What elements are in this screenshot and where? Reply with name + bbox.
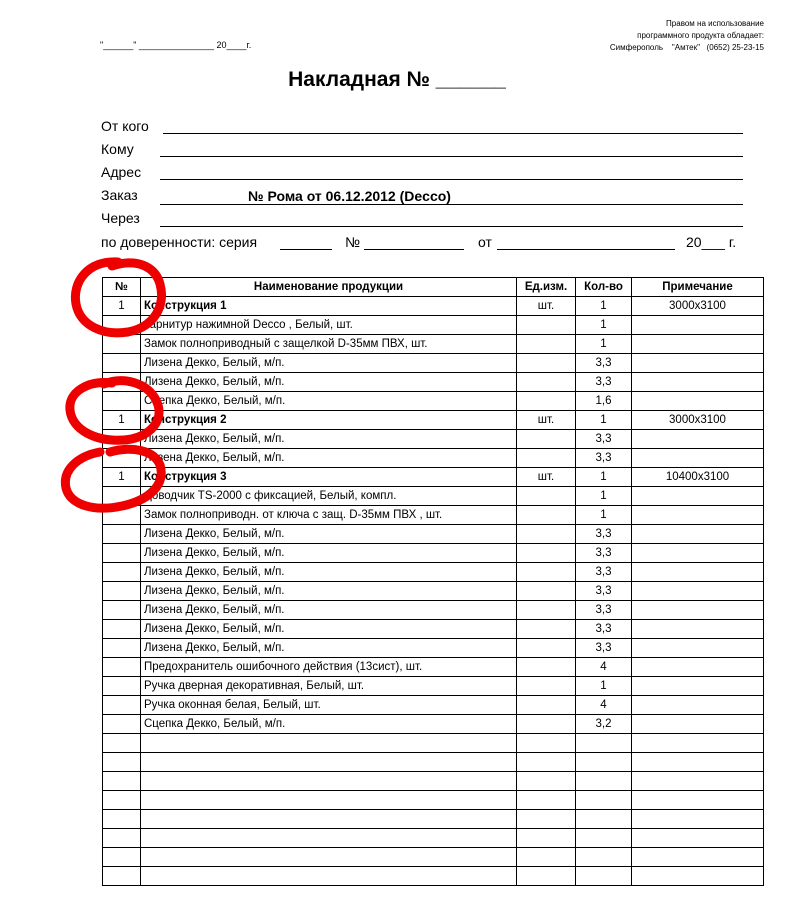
row-number-cell	[103, 544, 141, 563]
table-row	[103, 829, 764, 848]
row-number-cell: 1	[103, 411, 141, 430]
quantity-cell: 3,3	[576, 373, 632, 392]
unit-cell	[517, 829, 576, 848]
unit-cell	[517, 753, 576, 772]
note-cell	[632, 449, 764, 468]
rights-line-1: Правом на использование	[666, 19, 764, 28]
row-number-cell	[103, 620, 141, 639]
table-row	[103, 867, 764, 886]
order-value: № Рома от 06.12.2012 (Decco)	[248, 188, 451, 204]
to-line[interactable]	[160, 156, 743, 157]
product-name-cell: Сцепка Декко, Белый, м/п.	[141, 392, 517, 411]
product-name-cell	[141, 734, 517, 753]
quantity-cell: 3,3	[576, 430, 632, 449]
order-label: Заказ	[101, 187, 138, 203]
quantity-cell: 3,3	[576, 601, 632, 620]
quantity-cell	[576, 810, 632, 829]
note-cell	[632, 715, 764, 734]
row-number-cell	[103, 829, 141, 848]
quantity-cell	[576, 848, 632, 867]
row-number-cell: 1	[103, 468, 141, 487]
quantity-cell: 1,6	[576, 392, 632, 411]
unit-cell	[517, 506, 576, 525]
rights-line-2: программного продукта обладает:	[637, 31, 764, 40]
table-row	[103, 563, 764, 582]
quantity-cell: 1	[576, 487, 632, 506]
product-name-cell	[141, 791, 517, 810]
quantity-cell: 1	[576, 677, 632, 696]
product-name-cell: Конструкция 1	[141, 297, 517, 316]
quantity-cell	[576, 753, 632, 772]
quantity-cell: 3,3	[576, 639, 632, 658]
table-row	[103, 791, 764, 810]
table-row	[103, 696, 764, 715]
row-number-cell	[103, 677, 141, 696]
address-label: Адрес	[101, 164, 142, 180]
unit-cell	[517, 677, 576, 696]
unit-cell	[517, 373, 576, 392]
row-number-cell	[103, 487, 141, 506]
unit-cell	[517, 316, 576, 335]
table-row	[103, 677, 764, 696]
product-name-cell: Гарнитур нажимной Decco , Белый, шт.	[141, 316, 517, 335]
product-name-cell: Лизена Декко, Белый, м/п.	[141, 430, 517, 449]
page-title: Накладная № ______	[288, 68, 506, 91]
unit-cell	[517, 525, 576, 544]
product-name-cell	[141, 829, 517, 848]
note-cell	[632, 487, 764, 506]
poa-date-line[interactable]	[497, 249, 675, 250]
quantity-cell: 4	[576, 658, 632, 677]
product-name-cell: Предохранитель ошибочного действия (13сист), шт.	[141, 658, 517, 677]
note-cell: 3000x3100	[632, 411, 764, 430]
note-cell	[632, 544, 764, 563]
note-cell	[632, 354, 764, 373]
poa-year-label: 20___ г.	[686, 234, 737, 250]
quantity-cell: 3,3	[576, 582, 632, 601]
poa-number-line[interactable]	[364, 249, 464, 250]
note-cell	[632, 506, 764, 525]
product-name-cell: Лизена Декко, Белый, м/п.	[141, 525, 517, 544]
unit-cell	[517, 563, 576, 582]
product-name-cell: Лизена Декко, Белый, м/п.	[141, 544, 517, 563]
row-number-cell	[103, 734, 141, 753]
unit-cell: шт.	[517, 297, 576, 316]
note-cell	[632, 601, 764, 620]
row-number-cell	[103, 601, 141, 620]
row-number-cell	[103, 525, 141, 544]
rights-line-3: Симферополь "Амтек" (0652) 25-23-15	[609, 43, 764, 52]
note-cell: 3000x3100	[632, 297, 764, 316]
unit-cell	[517, 696, 576, 715]
quantity-cell: 1	[576, 316, 632, 335]
quantity-cell: 1	[576, 335, 632, 354]
table-row	[103, 601, 764, 620]
quantity-cell	[576, 734, 632, 753]
product-name-cell: Конструкция 3	[141, 468, 517, 487]
unit-cell	[517, 715, 576, 734]
product-name-cell: Лизена Декко, Белый, м/п.	[141, 373, 517, 392]
quantity-cell	[576, 829, 632, 848]
product-name-cell: Замок полноприводн. от ключа с защ. D-35мм ПВХ , шт.	[141, 506, 517, 525]
quantity-cell: 1	[576, 468, 632, 487]
quantity-cell	[576, 791, 632, 810]
unit-cell	[517, 582, 576, 601]
unit-cell	[517, 772, 576, 791]
product-name-cell	[141, 810, 517, 829]
unit-cell	[517, 791, 576, 810]
row-number-cell	[103, 810, 141, 829]
note-cell	[632, 373, 764, 392]
note-cell	[632, 392, 764, 411]
table-row	[103, 468, 764, 487]
note-cell	[632, 867, 764, 886]
row-number-cell	[103, 582, 141, 601]
row-number-cell	[103, 392, 141, 411]
note-cell	[632, 791, 764, 810]
quantity-cell: 3,3	[576, 563, 632, 582]
quantity-cell	[576, 772, 632, 791]
table-row	[103, 582, 764, 601]
header-product-name: Наименование продукции	[141, 278, 517, 297]
note-cell	[632, 753, 764, 772]
unit-cell	[517, 601, 576, 620]
table-row	[103, 449, 764, 468]
table-row	[103, 772, 764, 791]
row-number-cell	[103, 696, 141, 715]
unit-cell	[517, 544, 576, 563]
unit-cell	[517, 449, 576, 468]
quantity-cell: 3,3	[576, 544, 632, 563]
quantity-cell: 1	[576, 506, 632, 525]
table-row	[103, 354, 764, 373]
note-cell	[632, 582, 764, 601]
table-row	[103, 335, 764, 354]
quantity-cell: 4	[576, 696, 632, 715]
table-row	[103, 392, 764, 411]
items-table-body	[103, 297, 764, 886]
from-label: От кого	[101, 118, 149, 134]
unit-cell: шт.	[517, 468, 576, 487]
table-row	[103, 620, 764, 639]
note-cell	[632, 525, 764, 544]
product-name-cell: Лизена Декко, Белый, м/п.	[141, 354, 517, 373]
via-line[interactable]	[160, 226, 743, 227]
row-number-cell	[103, 373, 141, 392]
unit-cell: шт.	[517, 411, 576, 430]
row-number-cell	[103, 772, 141, 791]
product-name-cell: Сцепка Декко, Белый, м/п.	[141, 715, 517, 734]
header-note: Примечание	[632, 278, 764, 297]
note-cell	[632, 316, 764, 335]
via-label: Через	[101, 210, 140, 226]
product-name-cell: Лизена Декко, Белый, м/п.	[141, 449, 517, 468]
table-row	[103, 297, 764, 316]
unit-cell	[517, 867, 576, 886]
header-unit: Ед.изм.	[517, 278, 576, 297]
table-row	[103, 487, 764, 506]
poa-series-line[interactable]	[280, 249, 332, 250]
unit-cell	[517, 430, 576, 449]
address-line[interactable]	[160, 179, 743, 180]
table-header-row	[103, 278, 764, 297]
items-table	[102, 277, 764, 886]
product-name-cell: Лизена Декко, Белый, м/п.	[141, 639, 517, 658]
row-number-cell	[103, 449, 141, 468]
table-row	[103, 848, 764, 867]
poa-from-label: от	[478, 234, 492, 250]
product-name-cell	[141, 753, 517, 772]
note-cell: 10400x3100	[632, 468, 764, 487]
from-line[interactable]	[163, 133, 743, 134]
quantity-cell: 3,3	[576, 354, 632, 373]
unit-cell	[517, 639, 576, 658]
row-number-cell	[103, 867, 141, 886]
quantity-cell: 1	[576, 411, 632, 430]
table-row	[103, 734, 764, 753]
unit-cell	[517, 487, 576, 506]
note-cell	[632, 677, 764, 696]
note-cell	[632, 810, 764, 829]
table-row	[103, 373, 764, 392]
product-name-cell: Ручка оконная белая, Белый, шт.	[141, 696, 517, 715]
row-number-cell	[103, 506, 141, 525]
row-number-cell	[103, 639, 141, 658]
note-cell	[632, 563, 764, 582]
order-line[interactable]	[160, 204, 743, 205]
note-cell	[632, 829, 764, 848]
note-cell	[632, 639, 764, 658]
row-number-cell	[103, 335, 141, 354]
unit-cell	[517, 354, 576, 373]
poa-series-label: по доверенности: серия	[101, 234, 258, 250]
note-cell	[632, 772, 764, 791]
product-name-cell: Замок полноприводный с защелкой D-35мм ПВХ, шт.	[141, 335, 517, 354]
date-line: "______" _______________ 20____г.	[100, 40, 252, 50]
note-cell	[632, 734, 764, 753]
product-name-cell: Доводчик TS-2000 с фиксацией, Белый, компл.	[141, 487, 517, 506]
note-cell	[632, 620, 764, 639]
product-name-cell: Ручка дверная декоративная, Белый, шт.	[141, 677, 517, 696]
table-row	[103, 430, 764, 449]
product-name-cell	[141, 867, 517, 886]
product-name-cell: Лизена Декко, Белый, м/п.	[141, 582, 517, 601]
table-row	[103, 525, 764, 544]
copyright-notice	[610, 18, 764, 54]
table-row	[103, 506, 764, 525]
table-row	[103, 544, 764, 563]
note-cell	[632, 848, 764, 867]
row-number-cell	[103, 563, 141, 582]
quantity-cell: 3,3	[576, 525, 632, 544]
row-number-cell	[103, 753, 141, 772]
table-row	[103, 658, 764, 677]
table-row	[103, 411, 764, 430]
header-number: №	[103, 278, 141, 297]
note-cell	[632, 430, 764, 449]
to-label: Кому	[101, 141, 134, 157]
table-row	[103, 810, 764, 829]
unit-cell	[517, 734, 576, 753]
quantity-cell: 3,2	[576, 715, 632, 734]
product-name-cell	[141, 848, 517, 867]
row-number-cell	[103, 658, 141, 677]
quantity-cell	[576, 867, 632, 886]
row-number-cell	[103, 354, 141, 373]
unit-cell	[517, 848, 576, 867]
poa-number-label: №	[345, 234, 361, 250]
note-cell	[632, 335, 764, 354]
row-number-cell	[103, 791, 141, 810]
quantity-cell: 3,3	[576, 620, 632, 639]
unit-cell	[517, 658, 576, 677]
quantity-cell: 1	[576, 297, 632, 316]
unit-cell	[517, 810, 576, 829]
unit-cell	[517, 335, 576, 354]
unit-cell	[517, 620, 576, 639]
product-name-cell: Лизена Декко, Белый, м/п.	[141, 563, 517, 582]
table-row	[103, 316, 764, 335]
row-number-cell	[103, 430, 141, 449]
row-number-cell	[103, 715, 141, 734]
table-row	[103, 715, 764, 734]
header-quantity: Кол-во	[576, 278, 632, 297]
row-number-cell: 1	[103, 297, 141, 316]
product-name-cell	[141, 772, 517, 791]
table-row	[103, 639, 764, 658]
product-name-cell: Конструкция 2	[141, 411, 517, 430]
product-name-cell: Лизена Декко, Белый, м/п.	[141, 601, 517, 620]
product-name-cell: Лизена Декко, Белый, м/п.	[141, 620, 517, 639]
note-cell	[632, 696, 764, 715]
row-number-cell	[103, 848, 141, 867]
quantity-cell: 3,3	[576, 449, 632, 468]
unit-cell	[517, 392, 576, 411]
table-row	[103, 753, 764, 772]
note-cell	[632, 658, 764, 677]
row-number-cell	[103, 316, 141, 335]
